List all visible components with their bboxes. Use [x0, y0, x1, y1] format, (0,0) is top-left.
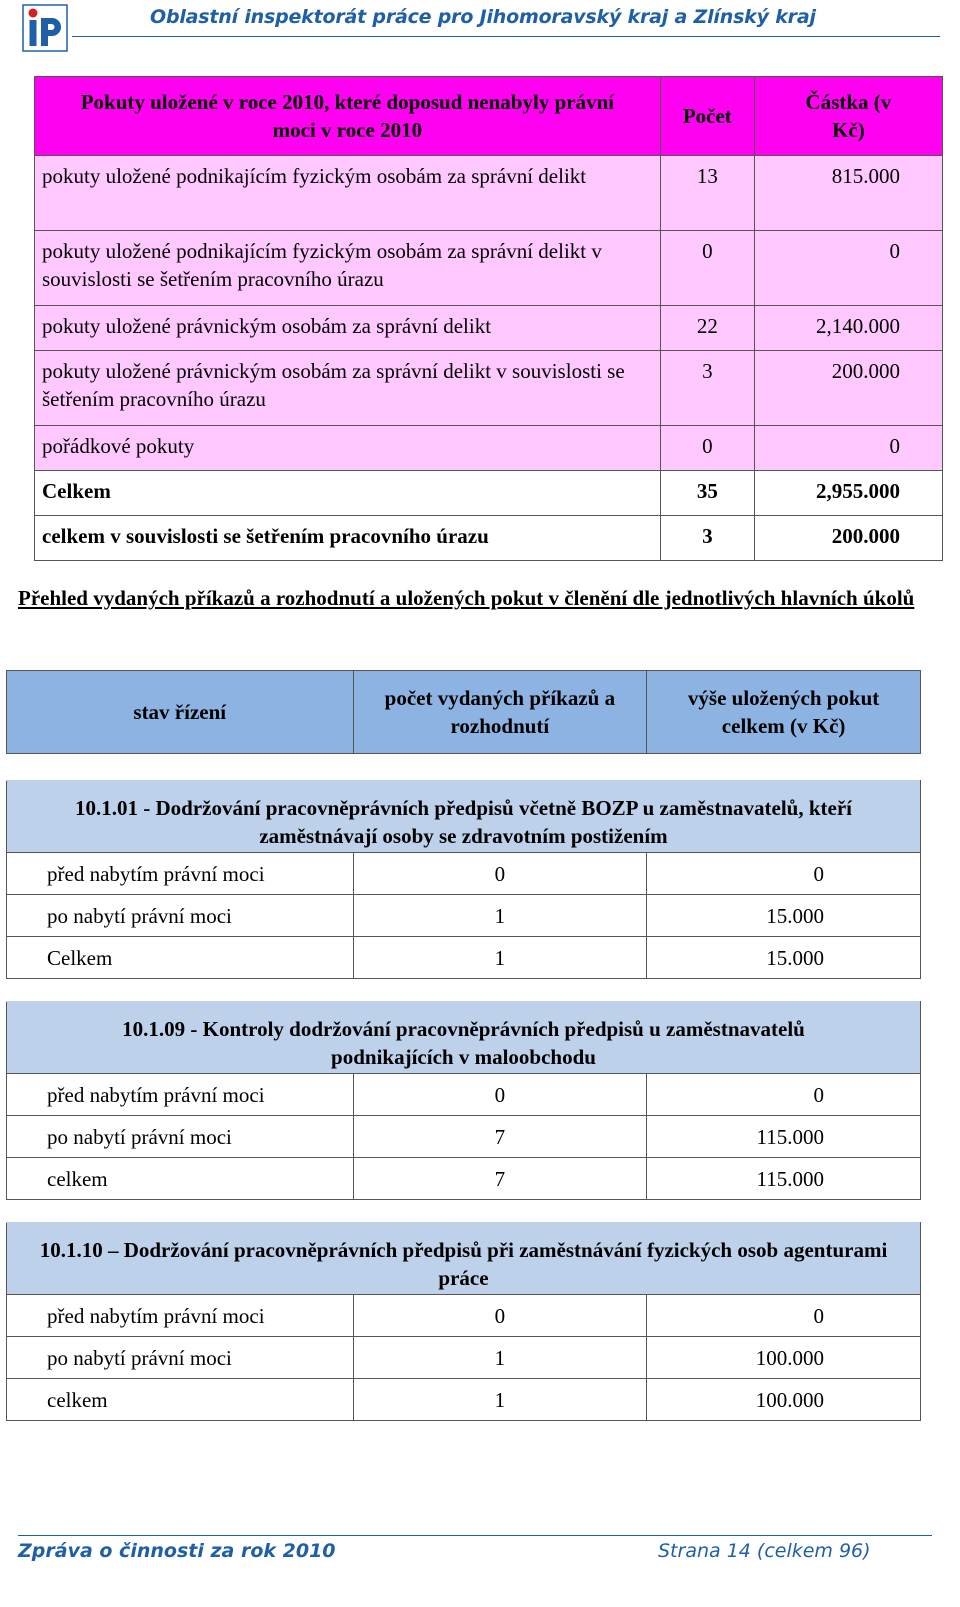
footer-report-title: Zpráva o činnosti za rok 2010 [18, 1540, 336, 1562]
row-label: po nabytí právní moci [7, 895, 354, 937]
table-row [7, 1379, 921, 1421]
fines-header-amount: Částka (v Kč) [754, 77, 942, 156]
row-count: 0 [353, 1295, 647, 1337]
overview-header-row [7, 671, 921, 754]
row-amount: 115.000 [647, 1116, 921, 1158]
row-amount: 0 [647, 1295, 921, 1337]
row-label: před nabytím právní moci [7, 1295, 354, 1337]
table-row [7, 895, 921, 937]
table-row [7, 853, 921, 895]
row-label: celkem [7, 1379, 354, 1421]
row-label: pokuty uložené podnikajícím fyzickým osobám za správní delikt v souvislosti se šetřením pracovního úrazu [35, 231, 661, 306]
section-10-1-01 [6, 780, 921, 979]
row-count: 1 [353, 1337, 647, 1379]
row-label: pořádkové pokuty [35, 426, 661, 471]
row-label: celkem [7, 1158, 354, 1200]
row-count: 3 [660, 516, 754, 561]
row-count: 22 [660, 306, 754, 351]
section-title: 10.1.09 - Kontroly dodržování pracovněprávních předpisů u zaměstnavatelů podnikajících v maloobchodu [7, 1002, 921, 1074]
row-label: pokuty uložené právnickým osobám za správní delikt v souvislosti se šetřením pracovního úrazu [35, 351, 661, 426]
section-10-1-09 [6, 1001, 921, 1200]
fines-table-header-row [35, 77, 943, 156]
header-count: počet vydaných příkazů a rozhodnutí [353, 671, 647, 754]
table-row [35, 231, 943, 306]
row-label: po nabytí právní moci [7, 1337, 354, 1379]
row-count: 35 [660, 471, 754, 516]
row-amount: 100.000 [647, 1379, 921, 1421]
fines-header-count: Počet [660, 77, 754, 156]
section-10-1-10 [6, 1222, 921, 1421]
row-amount: 0 [754, 231, 942, 306]
row-amount: 115.000 [647, 1158, 921, 1200]
row-label: Celkem [35, 471, 661, 516]
total-row [35, 516, 943, 561]
footer-page-number: Strana 14 (celkem 96) [658, 1540, 871, 1562]
row-count: 3 [660, 351, 754, 426]
row-count: 0 [660, 231, 754, 306]
section-title-row [7, 781, 921, 853]
row-label: po nabytí právní moci [7, 1116, 354, 1158]
row-count: 1 [353, 1379, 647, 1421]
header-status: stav řízení [7, 671, 354, 754]
row-count: 0 [353, 1074, 647, 1116]
row-amount: 2,955.000 [754, 471, 942, 516]
table-row [7, 937, 921, 979]
row-label: pokuty uložené právnickým osobám za správní delikt [35, 306, 661, 351]
row-label: pokuty uložené podnikajícím fyzickým osobám za správní delikt [35, 156, 661, 231]
row-count: 7 [353, 1158, 647, 1200]
row-count: 7 [353, 1116, 647, 1158]
table-row [35, 306, 943, 351]
table-row [7, 1337, 921, 1379]
row-count: 1 [353, 937, 647, 979]
row-amount: 200.000 [754, 516, 942, 561]
table-row [7, 1295, 921, 1337]
row-amount: 0 [647, 1074, 921, 1116]
section-title: 10.1.01 - Dodržování pracovněprávních předpisů včetně BOZP u zaměstnavatelů, kteří zaměstnávají osoby se zdravotním postižením [7, 781, 921, 853]
row-count: 0 [353, 853, 647, 895]
section-title: 10.1.10 – Dodržování pracovněprávních předpisů při zaměstnávání fyzických osob agenturami práce [7, 1223, 921, 1295]
row-count: 1 [353, 895, 647, 937]
page-header-title: Oblastní inspektorát práce pro Jihomoravský kraj a Zlínský kraj [150, 6, 816, 28]
row-label: celkem v souvislosti se šetřením pracovního úrazu [35, 516, 661, 561]
header-amount: výše uložených pokut celkem (v Kč) [647, 671, 921, 754]
row-label: Celkem [7, 937, 354, 979]
row-count: 13 [660, 156, 754, 231]
row-amount: 815.000 [754, 156, 942, 231]
header-rule [72, 36, 940, 37]
overview-heading: Přehled vydaných příkazů a rozhodnutí a uložených pokut v členění dle jednotlivých hlavních úkolů [18, 586, 915, 610]
row-label: před nabytím právní moci [7, 1074, 354, 1116]
row-amount: 200.000 [754, 351, 942, 426]
row-label: před nabytím právní moci [7, 853, 354, 895]
table-row [35, 426, 943, 471]
table-row [35, 156, 943, 231]
inspectorate-logo [22, 4, 68, 52]
row-amount: 15.000 [647, 937, 921, 979]
fines-table [34, 76, 943, 561]
row-amount: 15.000 [647, 895, 921, 937]
row-amount: 100.000 [647, 1337, 921, 1379]
table-row [7, 1116, 921, 1158]
row-amount: 2,140.000 [754, 306, 942, 351]
row-amount: 0 [647, 853, 921, 895]
section-title-row [7, 1002, 921, 1074]
table-row [7, 1158, 921, 1200]
table-row [7, 1074, 921, 1116]
total-row [35, 471, 943, 516]
row-amount: 0 [754, 426, 942, 471]
footer-rule [18, 1535, 932, 1536]
fines-header-description: Pokuty uložené v roce 2010, které doposud nenabyly právní moci v roce 2010 [35, 77, 661, 156]
section-title-row [7, 1223, 921, 1295]
overview-header-table [6, 670, 921, 754]
table-row [35, 351, 943, 426]
row-count: 0 [660, 426, 754, 471]
